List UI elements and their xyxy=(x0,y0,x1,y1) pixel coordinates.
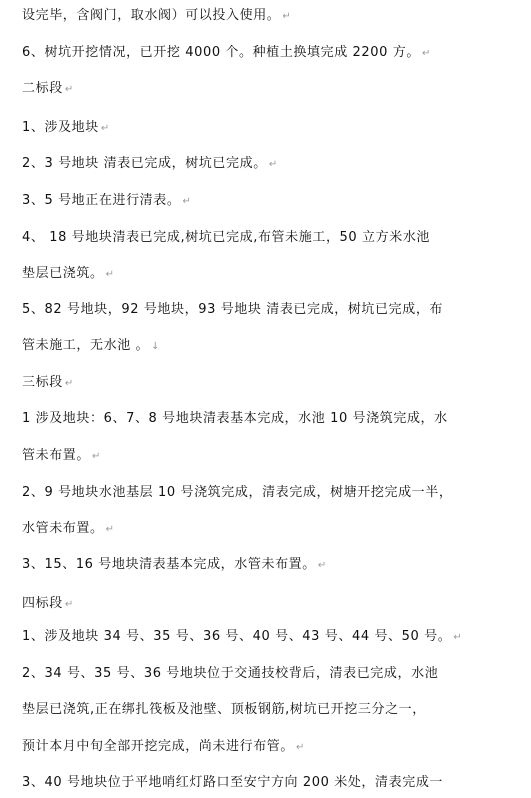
line-text: 水管未布置。 xyxy=(22,521,104,536)
paragraph-mark-icon: ↵ xyxy=(100,123,110,134)
doc-line xyxy=(22,229,523,248)
section-heading xyxy=(22,80,523,99)
doc-line xyxy=(22,410,523,429)
doc-line xyxy=(22,738,523,757)
line-text: 垫层已浇筑。 xyxy=(22,266,104,281)
line-text: 2、34 号、35 号、36 号地块位于交通技校背后，清表已完成，水池 xyxy=(22,666,439,681)
paragraph-mark-icon: ↵ xyxy=(282,11,292,22)
paragraph-mark-icon: ↵ xyxy=(421,48,431,59)
line-text: 二标段 xyxy=(22,81,63,96)
line-text: 3、40 号地块位于平地哨红灯路口至安宁方向 200 米处，清表完成一 xyxy=(22,775,444,790)
line-text: 管未施工，无水池 。 xyxy=(22,338,150,353)
section-heading xyxy=(22,374,523,393)
line-text: 2、3 号地块 清表已完成，树坑已完成。 xyxy=(22,156,267,171)
doc-line xyxy=(22,155,523,174)
doc-line xyxy=(22,7,523,26)
line-break-icon: ↓ xyxy=(151,341,161,352)
line-text: 1、涉及地块 34 号、35 号、36 号、40 号、43 号、44 号、50 号。 xyxy=(22,629,452,644)
paragraph-mark-icon: ↵ xyxy=(453,632,463,643)
doc-line xyxy=(22,665,523,684)
paragraph-mark-icon: ↵ xyxy=(92,451,101,462)
line-text: 设完毕，含阀门，取水阀）可以投入使用。 xyxy=(22,8,281,23)
doc-line xyxy=(22,628,523,647)
line-text: 6、树坑开挖情况，已开挖 4000 个。种植土换填完成 2200 方。 xyxy=(22,45,420,60)
paragraph-mark-icon: ↵ xyxy=(64,378,74,389)
paragraph-mark-icon: ↵ xyxy=(182,196,192,207)
line-text: 5、82 号地块，92 号地块，93 号地块 清表已完成，树坑已完成，布 xyxy=(22,302,444,317)
line-text: 1 涉及地块：6、7、8 号地块清表基本完成，水池 10 号浇筑完成，水 xyxy=(22,411,448,426)
line-text: 3、5 号地正在进行清表。 xyxy=(22,193,181,208)
doc-line xyxy=(22,265,523,284)
section-heading xyxy=(22,595,523,614)
doc-line xyxy=(22,44,523,63)
doc-line xyxy=(22,520,523,539)
doc-line xyxy=(22,337,523,356)
doc-line xyxy=(22,484,523,503)
line-text: 四标段 xyxy=(22,596,63,611)
paragraph-mark-icon: ↵ xyxy=(64,599,74,610)
doc-line xyxy=(22,701,523,720)
line-text: 2、9 号地块水池基层 10 号浇筑完成，清表完成，树塘开挖完成一半， xyxy=(22,485,453,500)
line-text: 1、涉及地块 xyxy=(22,120,99,135)
paragraph-mark-icon: ↵ xyxy=(105,269,115,280)
doc-line xyxy=(22,119,523,138)
doc-line xyxy=(22,774,523,793)
line-text: 三标段 xyxy=(22,375,63,390)
line-text: 4、 18 号地块清表已完成,树坑已完成,布管未施工，50 立方米水池 xyxy=(22,230,431,245)
doc-line xyxy=(22,447,523,466)
paragraph-mark-icon: ↵ xyxy=(317,560,327,571)
line-text: 3、15、16 号地块清表基本完成，水管未布置。 xyxy=(22,557,316,572)
paragraph-mark-icon: ↵ xyxy=(296,742,305,753)
line-text: 垫层已浇筑,正在绑扎筏板及池壁、顶板钢筋,树坑已开挖三分之一， xyxy=(22,702,426,717)
doc-line xyxy=(22,301,523,320)
doc-line xyxy=(22,556,523,575)
paragraph-mark-icon: ↵ xyxy=(64,84,74,95)
line-text: 预计本月中旬全部开挖完成，尚未进行布管。 xyxy=(22,739,295,754)
doc-line xyxy=(22,192,523,211)
paragraph-mark-icon: ↵ xyxy=(268,159,278,170)
paragraph-mark-icon: ↵ xyxy=(105,524,115,535)
line-text: 管未布置。 xyxy=(22,448,91,463)
